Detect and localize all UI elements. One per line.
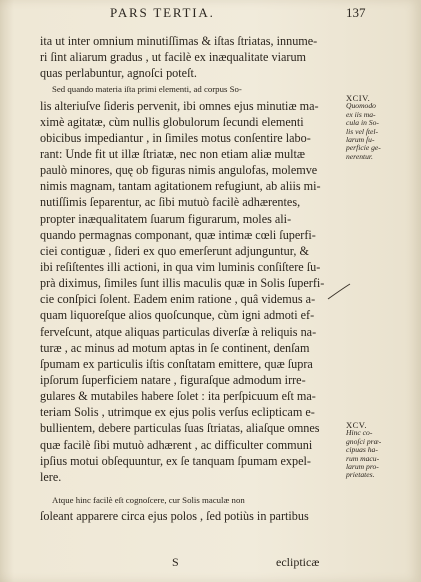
text-line: gulares & mutabiles habere ſolet : ita perſpicuum eſt ma- [40,389,316,404]
page-header [0,0,421,30]
text-line: quando permagnas componant, quæ intimæ cœli ſuperfi- [40,227,316,242]
text-line: ferveſcunt, atque aliquas particulas diverſæ à reliquis na- [40,324,317,339]
margin-note-line: cula in So- [346,118,379,128]
margin-note-line: Quomodo [346,101,376,111]
text-line: propter inæqualitatem ſuarum figurarum, moles ali- [40,211,292,226]
text-line: ciei contiguæ , ſideri ex quo emerſerunt adjunguntur, & [40,243,309,258]
text-line: paulò minores, quę ob figuras nimis angulofas, molemve [40,163,318,178]
text-line: quas perlabuntur, agnoſci poteſt. [40,66,197,81]
signature-mark: S [172,555,179,569]
margin-note-line: rum macu- [346,453,380,463]
text-line: teriam Solis , utrimque ex ejus polis verſus eclipticam e- [40,405,315,420]
running-title: PARS TERTIA. [110,5,215,20]
text-line: quam liquoreſque alios quoſcunque, cùm igni admoti ef- [40,308,315,323]
text-line: ipſorum ſuperficiem natare , figuraſque admodum irre- [40,372,306,387]
ink-mark-icon [326,282,352,302]
text-line: bullientem, debere particulas ſuas ſtriatas, aliaſque omnes [40,421,320,436]
margin-note-line: nerentur. [346,151,373,161]
main-text [40,33,340,524]
paragraph-gap [40,485,340,492]
text-line: ita ut inter omnium minutiſſimas & iſtas ſtriatas, innume- [40,34,318,48]
text-line: turæ , ac minus ad motum aptas in ſe continent, denſam [40,340,310,355]
text-line: Sed quando materia iſta primi elementi, ad corpus So- [52,84,242,95]
margin-note-number: XCV. [346,420,367,430]
text-line: nimis magnam, tantam agitationem refugiunt, ab aliis mi- [40,179,321,194]
text-line: obicibus impediantur , in ſimiles motus conſentire labo- [40,130,311,145]
text-line: ſoleant apparere circa ejus polos , ſed potiùs in partibus [40,509,309,524]
margin-note-line: gnoſci præ- [346,436,382,446]
text-line: Atque hinc facilè eſt cognoſcere, cur Solis maculæ non [52,494,245,505]
text-line: prà diximus, ſimiles ſunt illis maculis quæ in Solis ſuperfi- [40,276,325,291]
margin-note-line: lis vel ſtel- [346,126,379,136]
text-line: ri ſint aliarum gradus , ut facilè ex inæqualitate viarum [40,50,307,65]
margin-note-line: larum ſu- [346,135,375,145]
margin-note-xcv [346,421,416,480]
text-line: ximè agitatæ, cùm nullis globulorum ſecundi elementi [40,114,304,129]
text-line: ipſius motui obſequuntur, ex ſe tanquam ſpumam expel- [40,453,311,468]
page-footer [0,555,421,573]
margin-note-line: perficie ge- [346,143,381,153]
margin-note-xciv [346,94,416,161]
catchword: eclipticæ [276,555,320,569]
text-line: ibi reſiſtentes illi actioni, in qua vim luminis conſiſtere ſu- [40,259,321,274]
text-line: nutiſſimis ſeparentur, ac ſibi mutuò facilè adhærentes, [40,195,301,210]
margin-note-line: prietates. [346,470,375,480]
text-line: ſpumam ex particulis iſtis conſtatam emittere, quæ ſupra [40,356,313,371]
margin-note-line: Hinc co- [346,428,373,438]
margin-note-line: ex iis ma- [346,109,376,119]
text-line: rant: Unde fit ut illæ ſtriatæ, nec non etiam aliæ multæ [40,146,306,161]
page-number: 137 [346,5,366,20]
text-line: cie conſpici ſolent. Eadem enim ratione , quâ videmus a- [40,292,316,307]
text-line: lere. [40,469,62,484]
margin-note-line: larum pro- [346,462,379,472]
text-line: quæ facilè ſibi mutuò adhærent , ac difficulter communi [40,437,313,452]
margin-note-number: XCIV. [346,93,371,103]
text-line: lis alteriuſve ſideris pervenit, ibi omnes ejus minutiæ ma- [40,98,319,113]
margin-note-line: cipuas ha- [346,445,378,455]
